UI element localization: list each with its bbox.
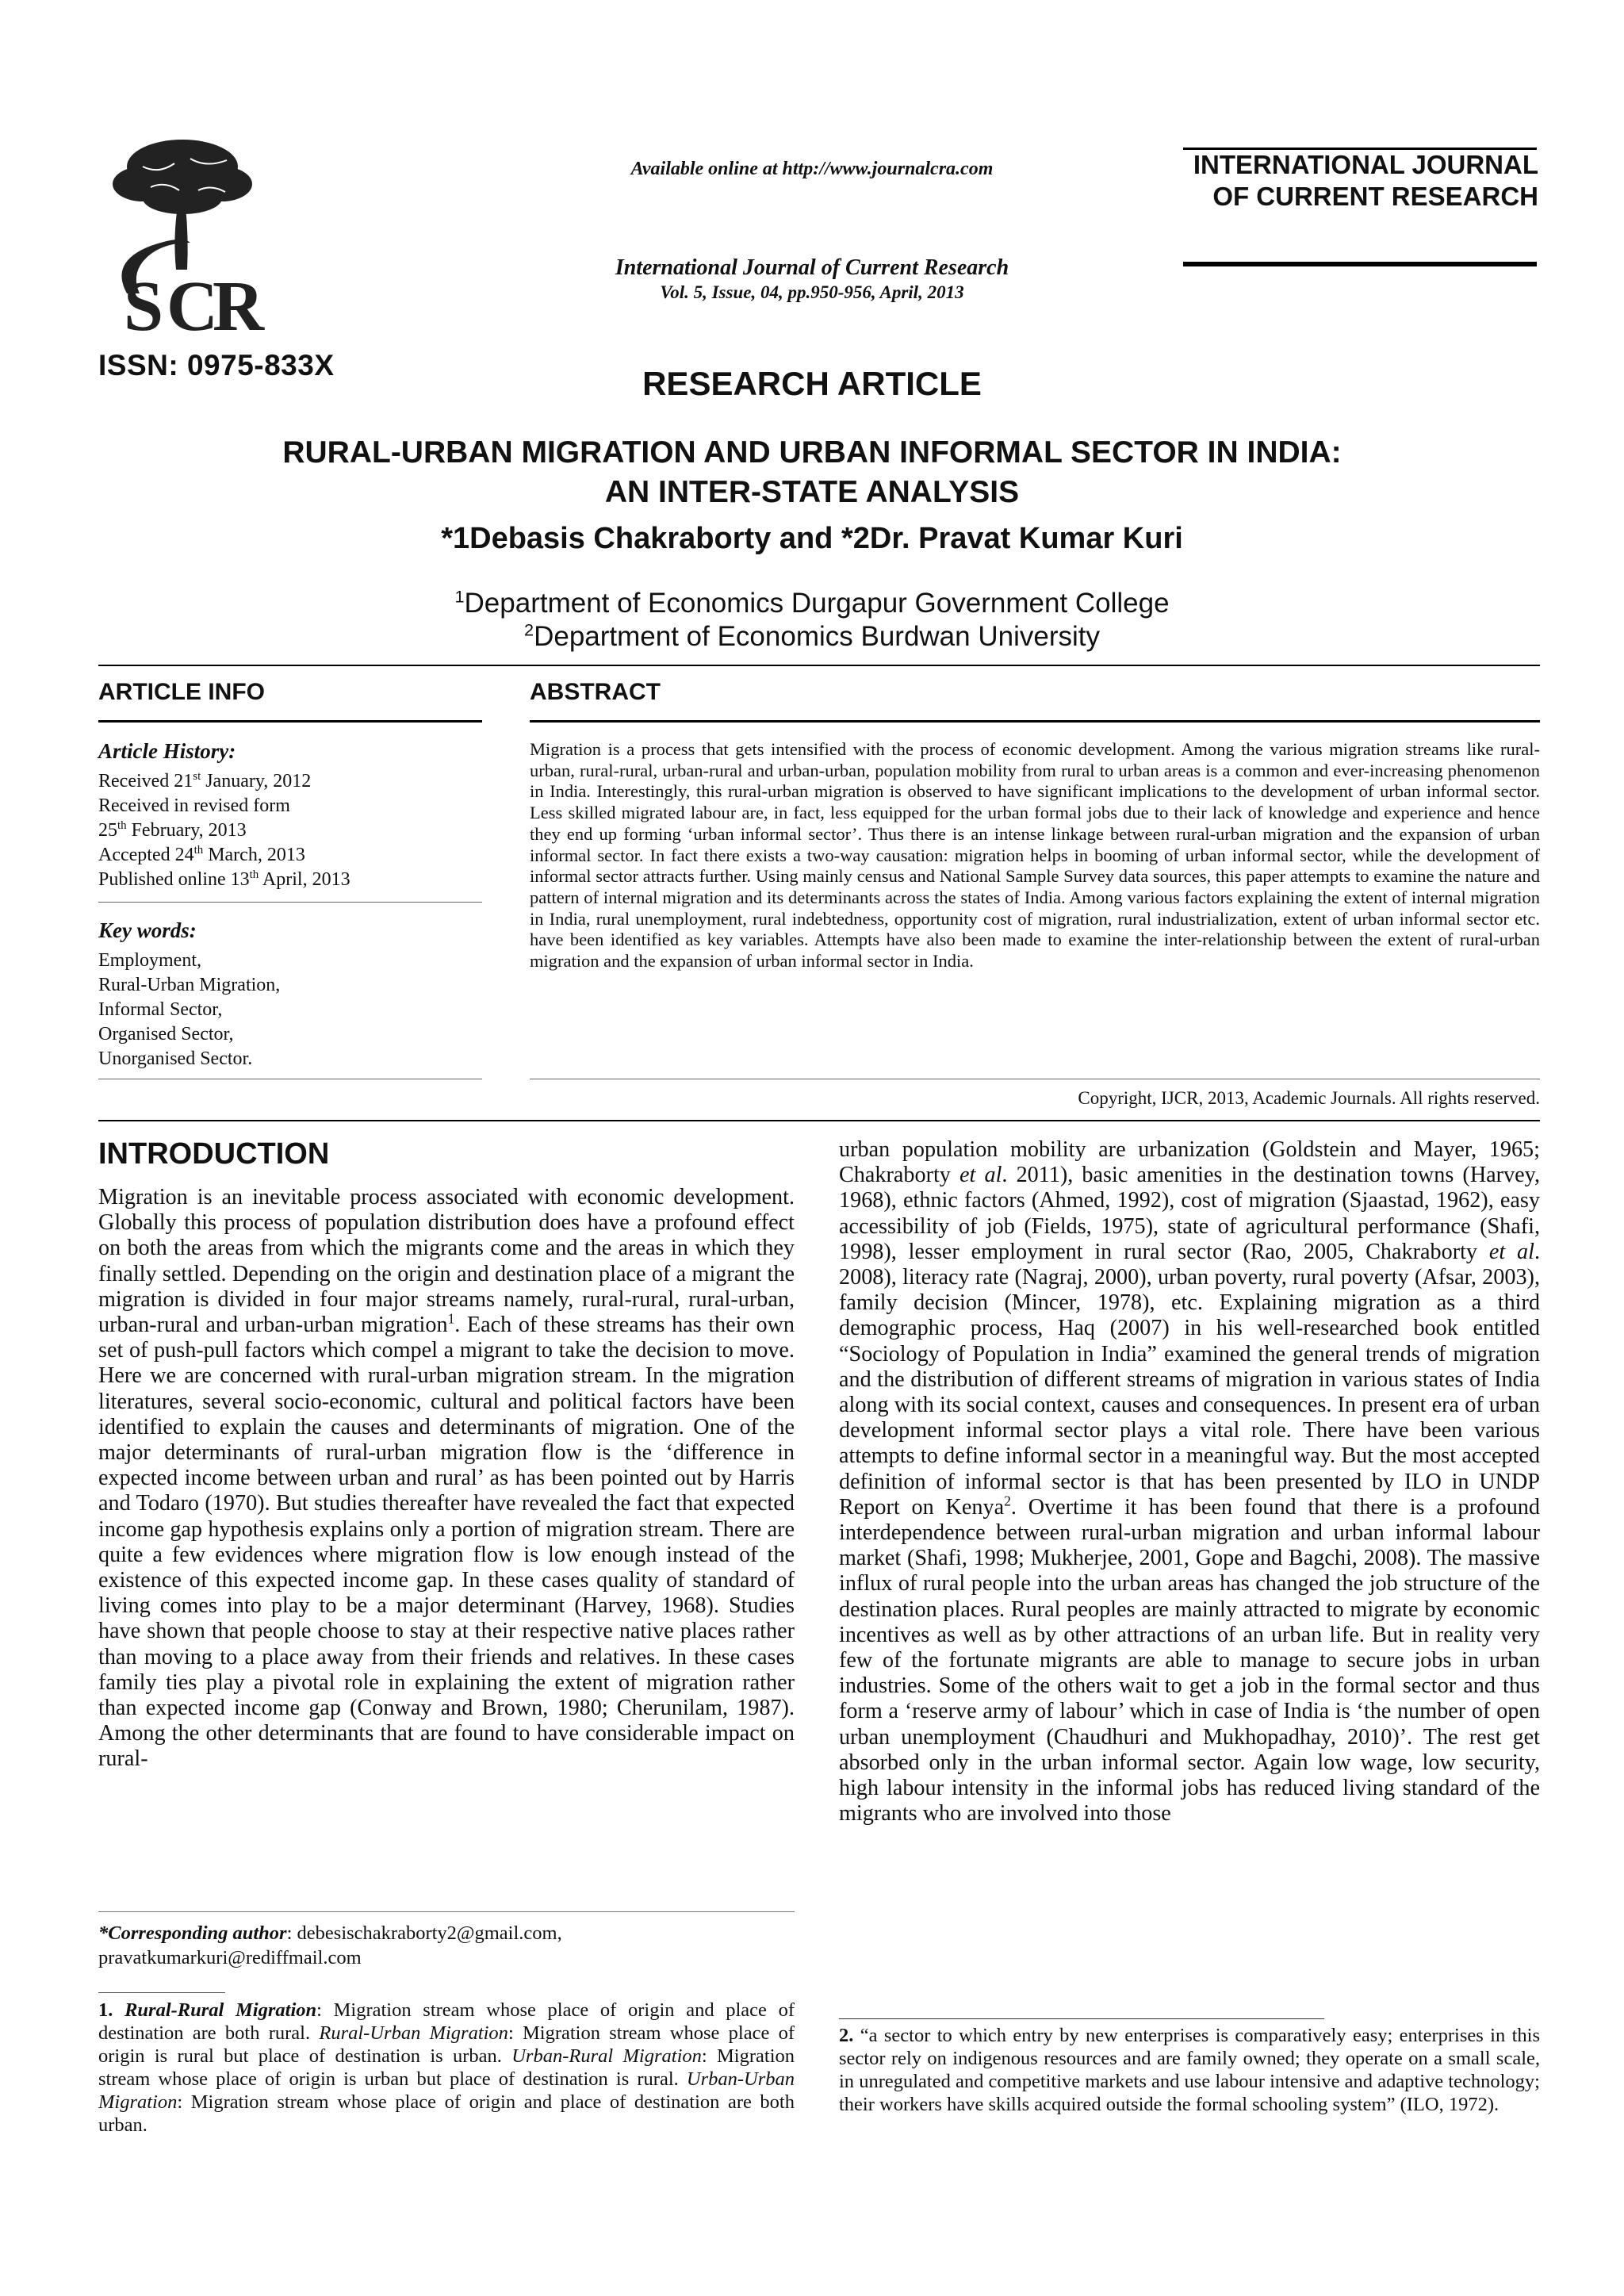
available-online-link[interactable]: Available online at http://www.journalcra.com bbox=[630, 159, 994, 179]
footnote-rule bbox=[839, 2018, 1324, 2019]
corr-label: *Corresponding author bbox=[98, 1922, 287, 1944]
body-column-left: Migration is an inevitable process associated with economic development. Globally this process of population distribution does have a profound effect on both the areas from which the migrants come and the areas in which they finally settled. Depending on the origin and destination place of a migrant the migration is divided in four major streams namely, rural-rural, rural-urban, urban-rural and urban-urban migration$^1$. Each of these streams has their own set of push-pull factors which compel a migrant to take the decision to move. Here we are concerned with rural-urban migration stream. In the migration literatures, several socio-economic, cultural and political factors have been identified to explain the causes and determinants of migration. One of the major determinants of rural-urban migration flow is the ‘difference in expected income between urban and rural’ as has been pointed out by Harris and Todaro (1970). But studies thereafter have revealed the fact that expected income gap hypothesis explains only a portion of migration stream. There are quite a few evidences where migration flow is low enough instead of the existence of this expected income gap. In these cases quality of standard of living comes into play to be a major determinant (Harvey, 1968). Studies have shown that people choose to stay at their respective native places rather than moving to a place away from their friends and relatives. In these cases family ties play a pivotal role in explaining the extent of migration rather than expected income gap (Conway and Brown, 1980; Cherunilam, 1987). Among the other determinants that are found to have considerable impact on rural- bbox=[98, 1185, 795, 1772]
issn: ISSN: 0975-833X bbox=[98, 349, 335, 381]
keyword: Unorganised Sector. bbox=[98, 1048, 253, 1069]
footnote-1: 1. Rural-Rural Migration: Migration stream whose place of origin and place of destination are both rural. Rural-Urban Migration: Migration stream whose place of origin is rural but place of destination is urban. Urban-Rural Migration: Migration stream whose place of origin is urban but place of destination is rural. Urban-Urban Migration: Migration stream whose place of origin and place of destination are both urban. bbox=[98, 1999, 795, 2136]
abstract-heading: ABSTRACT bbox=[530, 679, 661, 705]
corr-email-1[interactable]: : debesischakraborty2@gmail.com, bbox=[286, 1922, 562, 1944]
history-label: Article History: bbox=[98, 739, 236, 763]
divider bbox=[98, 1120, 1540, 1121]
masthead-line-2: OF CURRENT RESEARCH bbox=[1212, 182, 1538, 211]
keyword: Informal Sector, bbox=[98, 999, 223, 1020]
title-line-2: AN INTER-STATE ANALYSIS bbox=[604, 475, 1020, 509]
article-history bbox=[98, 769, 350, 892]
keyword: Rural-Urban Migration, bbox=[98, 975, 281, 995]
affiliation-2: $^2$Department of Economics Burdwan University bbox=[524, 619, 1100, 652]
title-line-1: RURAL-URBAN MIGRATION AND URBAN INFORMAL SECTOR IN INDIA: bbox=[282, 435, 1342, 470]
revised-label: Received in revised form bbox=[98, 795, 290, 816]
article-info-heading: ARTICLE INFO bbox=[98, 679, 265, 705]
masthead-line-1: INTERNATIONAL JOURNAL bbox=[1193, 150, 1538, 179]
footnote-2: 2. “a sector to which entry by new enterprises is comparatively easy; enterprises in this sector rely on indigenous resources and are family owned; they operate on a small scale, in unregulated and competitive markets and use labour intensive and adaptive technology; their workers have skills acquired outside the formal schooling system” (ILO, 1972). bbox=[839, 2025, 1540, 2115]
corresponding-author bbox=[98, 1921, 795, 1970]
journal-name: International Journal of Current Research bbox=[615, 255, 1009, 280]
article-type: RESEARCH ARTICLE bbox=[642, 365, 982, 402]
revised-date: 25th February, 2013 bbox=[98, 819, 247, 841]
article-title bbox=[79, 433, 1545, 512]
corr-email-2[interactable]: pravatkumarkuri@rediffmail.com bbox=[98, 1947, 362, 1968]
affiliations bbox=[0, 587, 1624, 654]
divider bbox=[98, 902, 482, 903]
authors bbox=[0, 522, 1624, 556]
author2-mark: *2 bbox=[841, 522, 870, 555]
abstract-text: Migration is a process that gets intensified with the process of economic development. Among the various migration streams like rural-urban, rural-rural, urban-rural and urban-urban, population mobility from rural to urban areas is a common and ever-increasing phenomenon in India. Interestingly, this rural-urban migration is observed to have significant implications to the development of urban informal sector. Less skilled migrated labour are, in fact, less equipped for the urban formal jobs due to their lack of knowledge and experience and hence they end up forming ‘urban informal sector’. Thus there is an intense linkage between rural-urban migration and the expansion of urban informal sector. In fact there exists a two-way causation: migration helps in booming of urban informal sector, while the development of informal sector attracts further. Using mainly census and National Sample Survey data sources, this paper attempts to examine the nature and pattern of internal migration and its determinants across the states of India. Among various factors explaining the extent of internal migration in India, rural unemployment, rural indebtedness, opportunity cost of migration, rural industrialization, extent of urban informal sector etc. have been identified as key variables. Attempts have also been made to examine the inter-relationship between the extent of rural-urban migration and the expansion of urban informal sector in India. bbox=[530, 739, 1540, 972]
journal-masthead bbox=[1178, 149, 1538, 213]
footnote-ref-2[interactable]: 2 bbox=[1004, 1493, 1011, 1509]
affiliation-1: $^1$Department of Economics Durgapur Government College bbox=[454, 586, 1170, 619]
footnote-ref-1[interactable]: 1 bbox=[447, 1310, 455, 1327]
published-date: Published online 13th April, 2013 bbox=[98, 868, 350, 890]
svg-text:R: R bbox=[213, 267, 264, 341]
divider bbox=[98, 1911, 795, 1912]
masthead-rule-bottom bbox=[1183, 262, 1537, 266]
keyword: Organised Sector, bbox=[98, 1024, 234, 1045]
divider bbox=[98, 720, 482, 723]
body-column-right: urban population mobility are urbanization (Goldstein and Mayer, 1965; Chakraborty et al. 2011), basic amenities in the destination towns (Harvey, 1968), ethnic factors (Ahmed, 1992), cost of migration (Sjaastad, 1962), easy accessibility of job (Fields, 1975), state of agricultural performance (Shafi, 1998), lesser employment in rural sector (Rao, 2005, Chakraborty et al. 2008), literacy rate (Nagraj, 2000), urban poverty, rural poverty (Afsar, 2003), family decision (Mincer, 1978), etc. Explaining migration as a third demographic process, Haq (2007) in his well-researched book entitled “Sociology of Population in India” examined the general trends of migration and the distribution of different streams of migration in various states of India along with its social context, causes and consequences. In present era of urban development informal sector plays a vital role. There have been various attempts to define informal sector in a meaningful way. But the most accepted definition of informal sector is that has been presented by ILO in UNDP Report on Kenya$^2$. Overtime it has been found that there is a profound interdependence between rural-urban migration and urban informal labour market (Shafi, 1998; Mukherjee, 2001, Gope and Bagchi, 2008). The massive influx of rural people into the urban areas has changed the job structure of the destination places. Rural peoples are mainly attracted to migrate by economic incentives as well as by other attractions of an urban life. But in reality very few of the fortunate migrants are able to manage to secure jobs in urban industries. Some of the others wait to get a job in the formal sector and thus form a ‘reserve army of labour’ which in case of India is ‘the number of open urban unemployment (Chaudhuri and Mukhopadhay, 2010)’. The rest get absorbed only in the urban informal sector. Again low wage, low security, high labour intensity in the informal jobs has reduced living standard of the migrants who are involved into those bbox=[839, 1137, 1540, 1826]
divider bbox=[530, 720, 1540, 723]
section-heading-introduction: INTRODUCTION bbox=[98, 1137, 330, 1171]
divider bbox=[98, 665, 1540, 666]
copyright: Copyright, IJCR, 2013, Academic Journals. All rights reserved. bbox=[1078, 1088, 1540, 1108]
keywords-label: Key words: bbox=[98, 918, 197, 942]
author1-mark: *1 bbox=[441, 522, 470, 555]
author2-name: Dr. Pravat Kumar Kuri bbox=[869, 522, 1183, 555]
accepted-date: Accepted 24th March, 2013 bbox=[98, 844, 305, 865]
received-date: Received 21st January, 2012 bbox=[98, 770, 312, 792]
journal-volume: Vol. 5, Issue, 04, pp.950-956, April, 2013 bbox=[660, 282, 964, 302]
svg-text:C: C bbox=[167, 267, 218, 341]
keywords-list bbox=[98, 949, 280, 1071]
footnote-rule bbox=[98, 1992, 225, 1993]
keyword: Employment, bbox=[98, 950, 201, 971]
svg-text:S: S bbox=[124, 267, 164, 341]
author1-name: Debasis Chakraborty and bbox=[469, 522, 841, 555]
